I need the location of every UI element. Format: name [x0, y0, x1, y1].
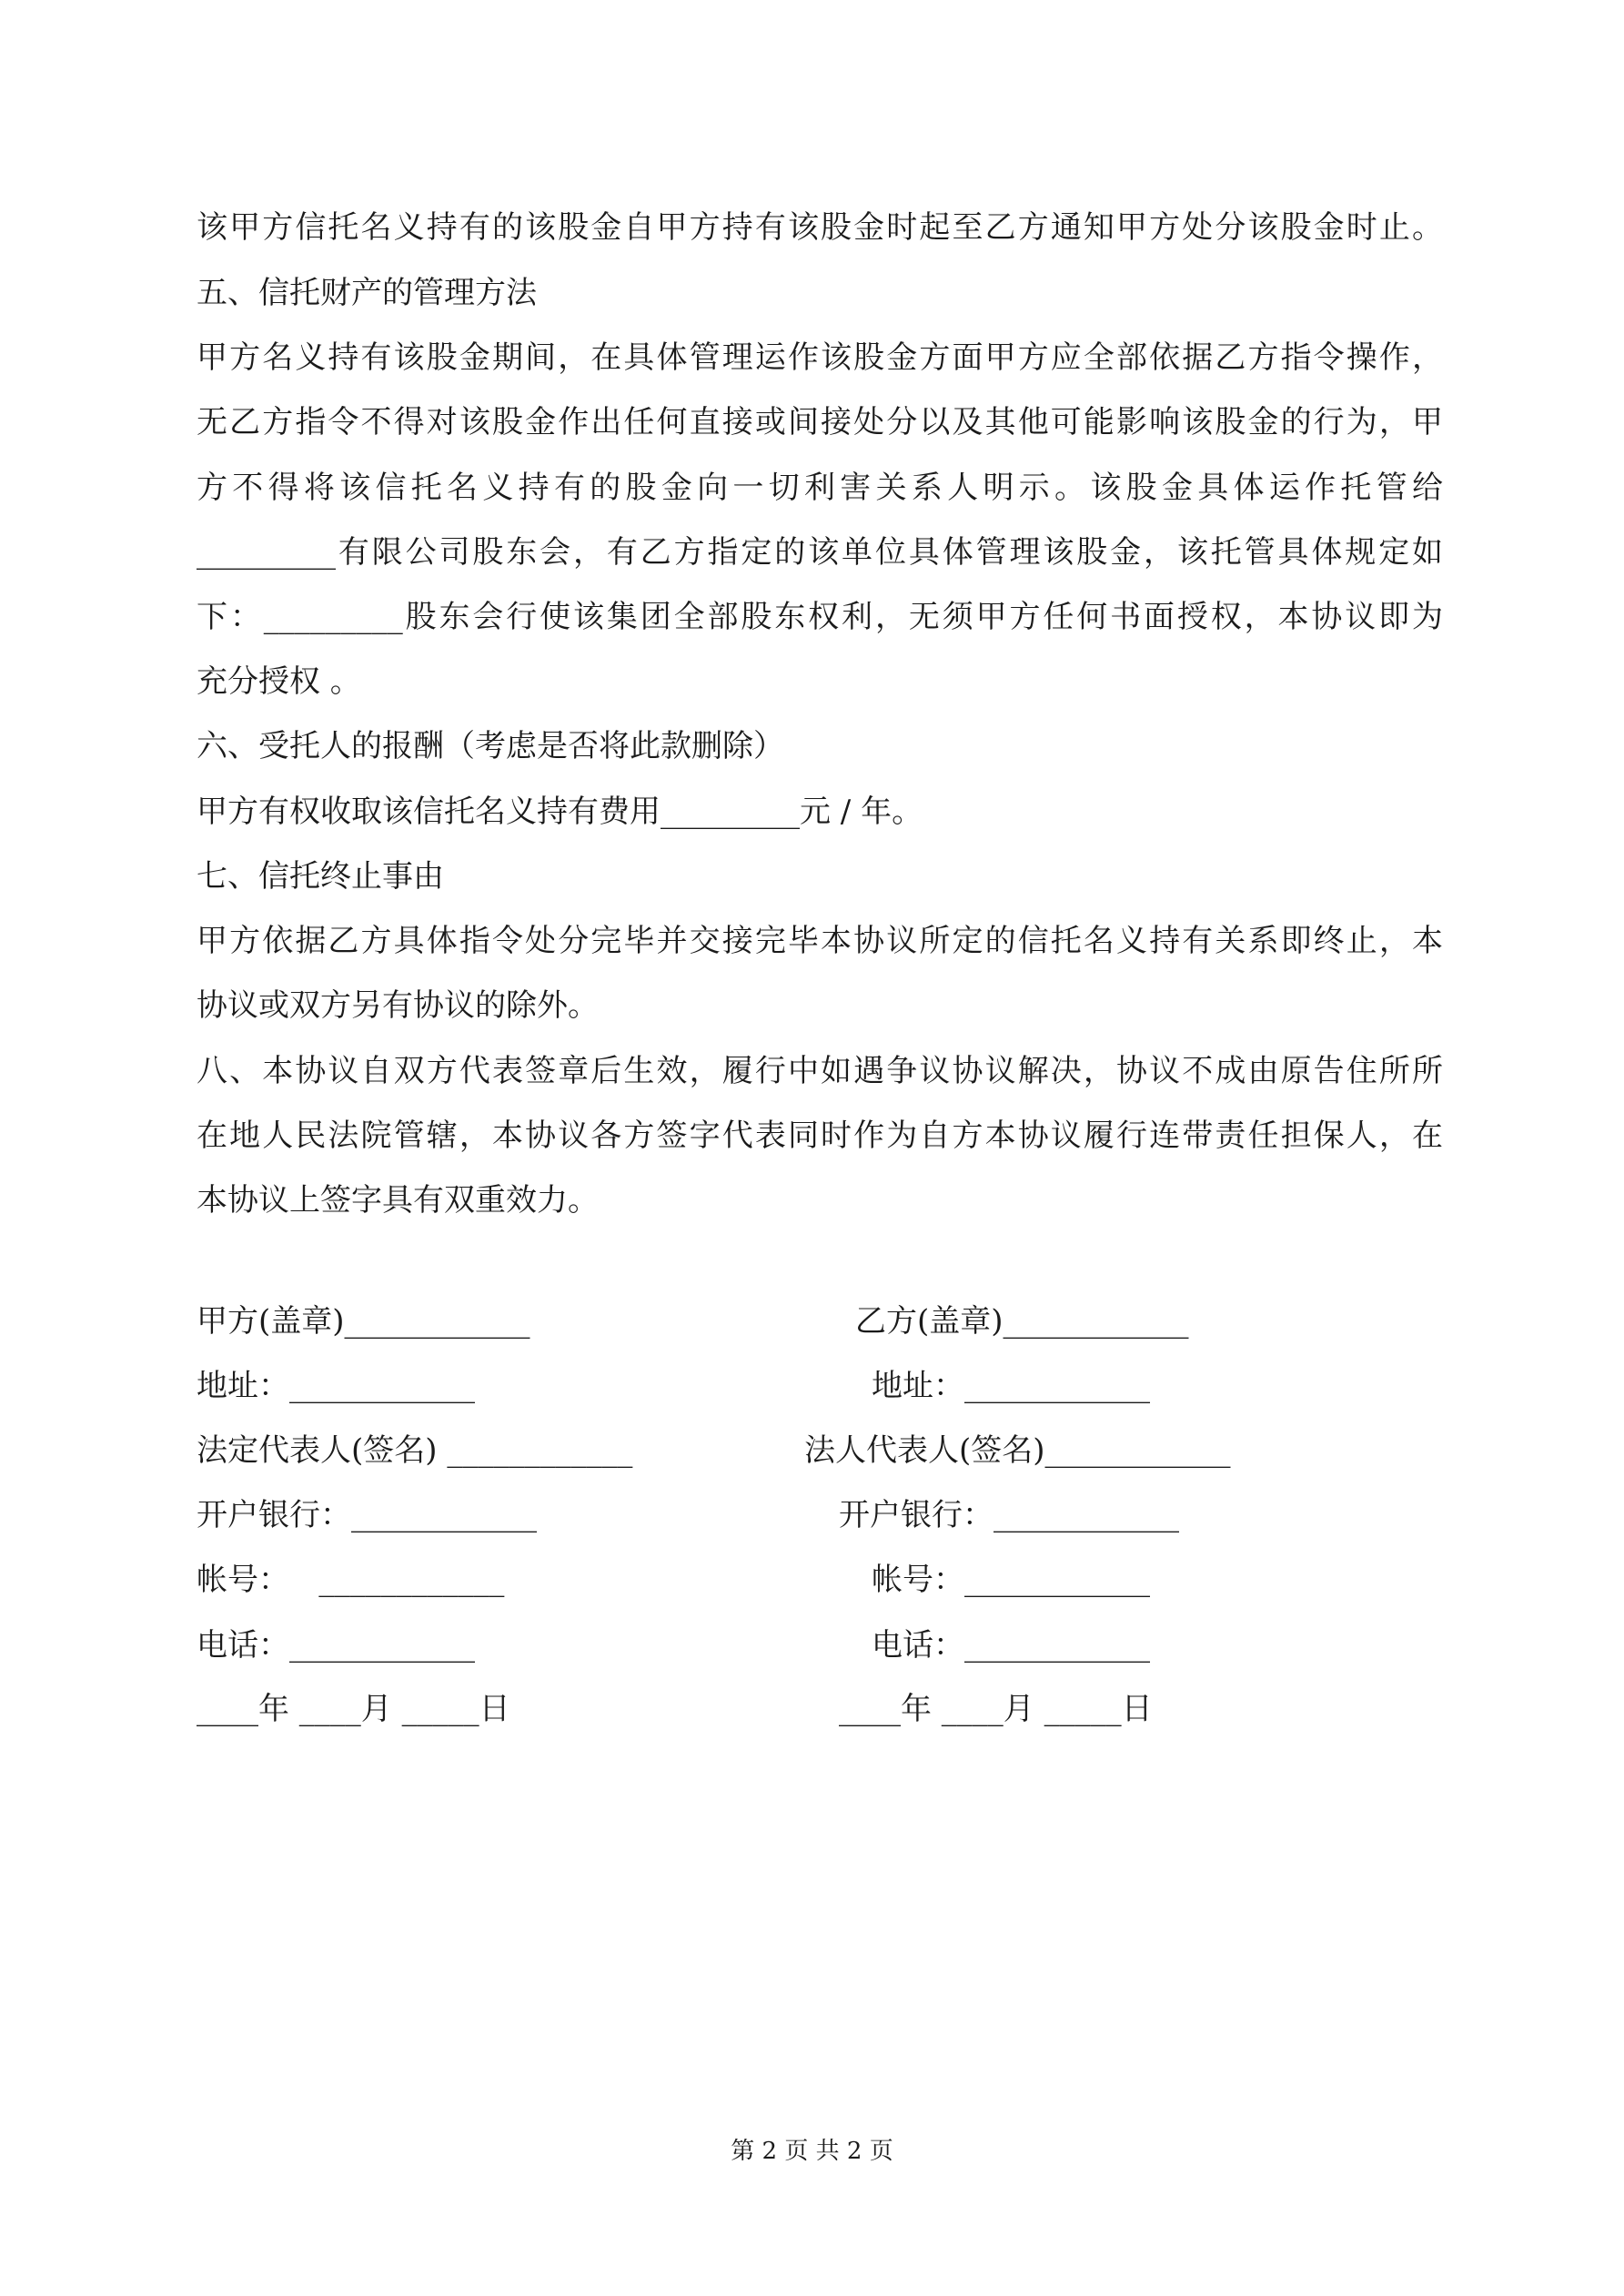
party-b-legal-rep: 法人代表人(签名)____________ — [804, 1432, 1231, 1469]
paragraph-line: _________有限公司股东会，有乙方指定的该单位具体管理该股金，该托管具体规定如 — [197, 534, 1443, 571]
party-a-phone: 电话：____________ — [197, 1627, 475, 1664]
section-heading: 七、信托终止事由 — [197, 858, 444, 895]
party-a-legal-rep: 法定代表人(签名) ____________ — [197, 1432, 633, 1469]
paragraph-line: 无乙方指令不得对该股金作出任何直接或间接处分以及其他可能影响该股金的行为，甲 — [197, 404, 1443, 440]
paragraph-line: 在地人民法院管辖，本协议各方签字代表同时作为自方本协议履行连带责任担保人，在 — [197, 1118, 1443, 1154]
party-a-seal: 甲方(盖章)____________ — [197, 1303, 530, 1340]
party-b-seal: 乙方(盖章)____________ — [855, 1303, 1189, 1340]
section-heading: 六、受托人的报酬（考虑是否将此款删除） — [197, 728, 784, 764]
paragraph-line: 方不得将该信托名义持有的股金向一切利害关系人明示。该股金具体运作托管给 — [197, 470, 1443, 506]
paragraph-line: 八、本协议自双方代表签章后生效，履行中如遇争议协议解决，协议不成由原告住所所 — [197, 1053, 1443, 1089]
party-a-address: 地址：____________ — [197, 1368, 475, 1404]
party-b-date: ____年 ____月 _____日 — [839, 1691, 1153, 1727]
paragraph-line: 协议或双方另有协议的除外。 — [197, 987, 599, 1024]
paragraph-line: 下：_________股东会行使该集团全部股东权利，无须甲方任何书面授权，本协议即为 — [197, 599, 1443, 635]
party-a-date: ____年 ____月 _____日 — [197, 1691, 510, 1727]
party-b-phone: 电话：____________ — [872, 1627, 1150, 1664]
party-a-bank: 开户银行：____________ — [197, 1497, 537, 1533]
party-b-bank: 开户银行：____________ — [839, 1497, 1179, 1533]
party-a-account: 帐号： ____________ — [197, 1562, 505, 1598]
paragraph-line: 充分授权 。 — [197, 663, 361, 700]
party-b-account: 帐号：____________ — [872, 1562, 1150, 1598]
paragraph-line: 该甲方信托名义持有的该股金自甲方持有该股金时起至乙方通知甲方处分该股金时止。 — [197, 209, 1443, 246]
page-number-footer: 第 2 页 共 2 页 — [731, 2138, 893, 2165]
paragraph-line: 甲方有权收取该信托名义持有费用_________元 / 年。 — [197, 794, 923, 830]
party-b-address: 地址：____________ — [872, 1368, 1150, 1404]
paragraph-line: 甲方依据乙方具体指令处分完毕并交接完毕本协议所定的信托名义持有关系即终止，本 — [197, 923, 1443, 959]
paragraph-line: 本协议上签字具有双重效力。 — [197, 1182, 599, 1219]
paragraph-line: 甲方名义持有该股金期间，在具体管理运作该股金方面甲方应全部依据乙方指令操作， — [197, 339, 1443, 376]
section-heading: 五、信托财产的管理方法 — [197, 275, 537, 311]
